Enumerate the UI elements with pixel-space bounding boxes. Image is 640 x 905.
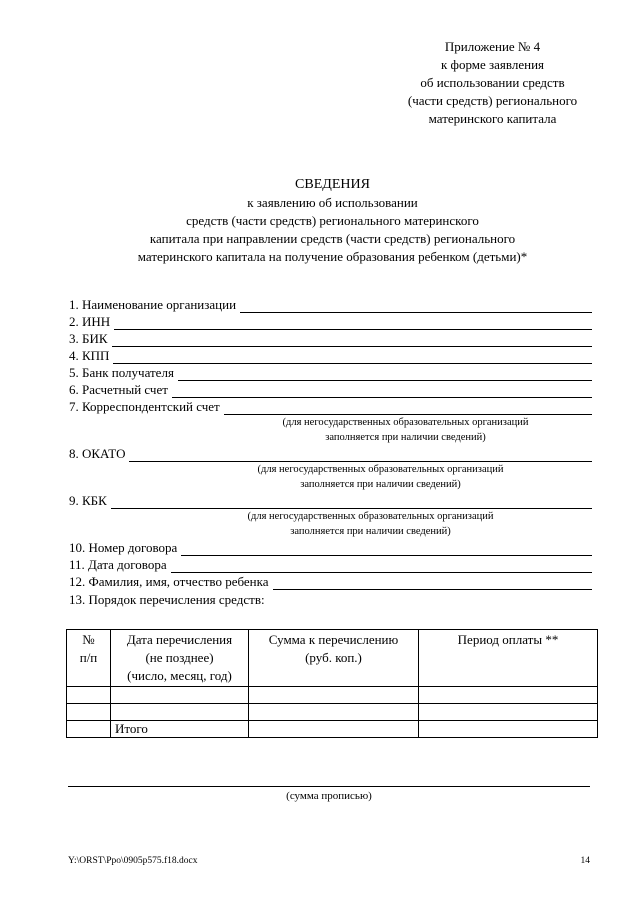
field-account[interactable]: [69, 381, 592, 398]
field-line[interactable]: [171, 560, 592, 573]
field-line[interactable]: [111, 496, 592, 509]
field-note: [169, 462, 592, 492]
field-line[interactable]: [178, 368, 592, 381]
field-label: 11. Дата договора: [69, 557, 167, 572]
field-label: 6. Расчетный счет: [69, 382, 168, 397]
payment-table: [66, 629, 598, 738]
field-line[interactable]: [181, 543, 592, 556]
field-label: 9. КБК: [69, 493, 107, 508]
table-cell[interactable]: [249, 687, 419, 704]
table-row: [67, 687, 598, 704]
table-cell[interactable]: [67, 704, 111, 721]
appendix-line: к форме заявления: [440, 57, 545, 72]
field-transfer-order: [69, 590, 592, 608]
field-label: 10. Номер договора: [69, 540, 178, 555]
field-label: 1. Наименование организации: [69, 297, 237, 312]
field-label: 2. ИНН: [69, 314, 111, 329]
field-note: [149, 509, 592, 539]
form-fields: [69, 296, 592, 608]
page-number: 14: [580, 856, 590, 866]
note-line: заполняется при наличии сведений): [290, 526, 451, 537]
field-line[interactable]: [172, 385, 592, 398]
appendix-block: [380, 38, 605, 128]
appendix-line: материнского капитала: [428, 111, 557, 126]
field-note: [219, 415, 592, 445]
note-line: (для негосударственных образовательных организаций: [247, 511, 494, 522]
field-line[interactable]: [129, 449, 592, 462]
table-cell[interactable]: [249, 704, 419, 721]
page-footer: [68, 856, 590, 866]
field-line[interactable]: [240, 300, 592, 313]
field-label: 3. БИК: [69, 331, 108, 346]
field-line[interactable]: [273, 577, 592, 590]
total-label: Итого: [111, 721, 249, 738]
field-line[interactable]: [114, 317, 592, 330]
field-kbk[interactable]: [69, 492, 592, 509]
note-line: заполняется при наличии сведений): [325, 432, 486, 443]
field-inn[interactable]: [69, 313, 592, 330]
field-okato[interactable]: [69, 445, 592, 462]
field-label: 7. Корреспондентский счет: [69, 399, 220, 414]
field-label: 13. Порядок перечисления средств:: [69, 592, 265, 607]
document-heading: [60, 176, 605, 266]
heading-line: материнского капитала на получение образования ребенком (детьми)*: [137, 249, 528, 264]
table-total-row: [67, 721, 598, 738]
heading-line: к заявлению об использовании: [247, 195, 418, 210]
field-label: 12. Фамилия, имя, отчество ребенка: [69, 574, 269, 589]
header-period: Период оплаты **: [419, 630, 598, 687]
appendix-line: Приложение № 4: [444, 39, 541, 54]
table-row: [67, 704, 598, 721]
table-header-row: [67, 630, 598, 687]
note-line: заполняется при наличии сведений): [300, 479, 461, 490]
field-label: 4. КПП: [69, 348, 110, 363]
field-line[interactable]: [112, 334, 592, 347]
field-contract-number[interactable]: [69, 539, 592, 556]
table-cell[interactable]: [67, 721, 111, 738]
table-cell[interactable]: [111, 687, 249, 704]
heading-line: средств (части средств) регионального материнского: [186, 213, 479, 228]
table-cell[interactable]: [419, 721, 598, 738]
field-line[interactable]: [224, 402, 592, 415]
file-path: Y:\ORST\Ppo\0905p575.f18.docx: [68, 856, 198, 866]
header-date: Дата перечисления (не позднее) (число, месяц, год): [111, 630, 249, 687]
table-cell[interactable]: [67, 687, 111, 704]
document-title: СВЕДЕНИЯ: [295, 177, 370, 192]
header-amount: Сумма к перечислению (руб. коп.): [249, 630, 419, 687]
appendix-line: (части средств) регионального: [407, 93, 578, 108]
sum-in-words-line[interactable]: [68, 786, 590, 787]
table-cell[interactable]: [419, 704, 598, 721]
table-cell[interactable]: [249, 721, 419, 738]
field-contract-date[interactable]: [69, 556, 592, 573]
field-bik[interactable]: [69, 330, 592, 347]
field-label: 5. Банк получателя: [69, 365, 174, 380]
table-cell[interactable]: [419, 687, 598, 704]
table-cell[interactable]: [111, 704, 249, 721]
field-line[interactable]: [113, 351, 592, 364]
field-org-name[interactable]: [69, 296, 592, 313]
field-kpp[interactable]: [69, 347, 592, 364]
header-number: № п/п: [67, 630, 111, 687]
note-line: (для негосударственных образовательных организаций: [257, 464, 504, 475]
field-corr-account[interactable]: [69, 398, 592, 415]
sum-in-words-caption: (сумма прописью): [286, 790, 372, 802]
field-bank[interactable]: [69, 364, 592, 381]
heading-line: капитала при направлении средств (части средств) регионального: [149, 231, 516, 246]
field-label: 8. ОКАТО: [69, 446, 126, 461]
note-line: (для негосударственных образовательных организаций: [282, 417, 529, 428]
appendix-line: об использовании средств: [420, 75, 565, 90]
field-child-name[interactable]: [69, 573, 592, 590]
